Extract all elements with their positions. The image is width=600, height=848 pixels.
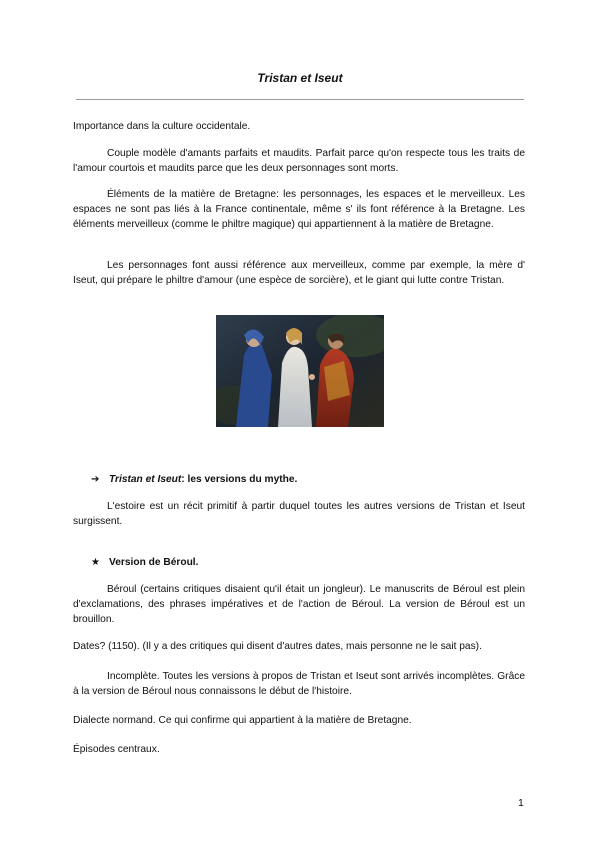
paragraph-estoire: L'estoire est un récit primitif à partir duquel toutes les autres versions de Tristan et Iseut surgissent. [73,501,525,527]
intro-line: Importance dans la culture occidentale. [73,121,251,132]
page-number: 1 [518,797,524,809]
paragraph-beroul: Béroul (certains critiques disaient qu'il était un jongleur). Le manuscrits de Béroul est plein d'exclamations, des phrases impératives et de l'action de Béroul. La version de Béroul est un brouillon. [73,584,525,625]
paragraph-episodes: Épisodes centraux. [73,744,160,755]
paragraph-dialect: Dialecte normand. Ce qui confirme qui appartient à la matière de Bretagne. [73,715,412,726]
arrow-icon: ➔ [91,474,100,485]
star-icon: ★ [91,557,101,568]
section-title: Version de Béroul. [109,557,199,568]
paragraph-personnages: Les personnages font aussi référence aux merveilleux, comme par exemple, la mère d' Iseut, qui prépare le philtre d'amour (une espèce de sorcière), et le giant qui lutte contre Tristan. [73,260,525,286]
painting-image [216,315,384,427]
section-heading-beroul [91,557,198,568]
paragraph-matiere: Éléments de la matière de Bretagne: les personnages, les espaces et le merveilleux. Les espaces ne sont pas liés à la France continentale, même s' ils font référence à la Bretagne. Les éléments merveilleux (comme le philtre magique) qui appartiennent à la matière de Bretagne. [73,189,525,230]
section-title-rest: : les versions du mythe. [181,474,298,485]
section-title-emphasis: Tristan et Iseut [109,474,182,485]
paragraph-dates: Dates? (1150). (Il y a des critiques qui disent d'autres dates, mais personne ne le sait pas). [73,641,482,652]
paragraph-couple: Couple modèle d'amants parfaits et maudits. Parfait parce qu'on respecte tous les traits de l'amour courtois et maudits parce que les deux personnages sont morts. [73,148,525,174]
section-heading-versions [91,474,297,485]
title-divider [76,99,524,100]
paragraph-incomplete: Incomplète. Toutes les versions à propos de Tristan et Iseut sont arrivés incomplètes. Grâce à la version de Béroul nous connaissons le début de l'histoire. [73,671,525,697]
painting-illustration [216,315,384,427]
page-title: Tristan et Iseut [257,71,343,85]
